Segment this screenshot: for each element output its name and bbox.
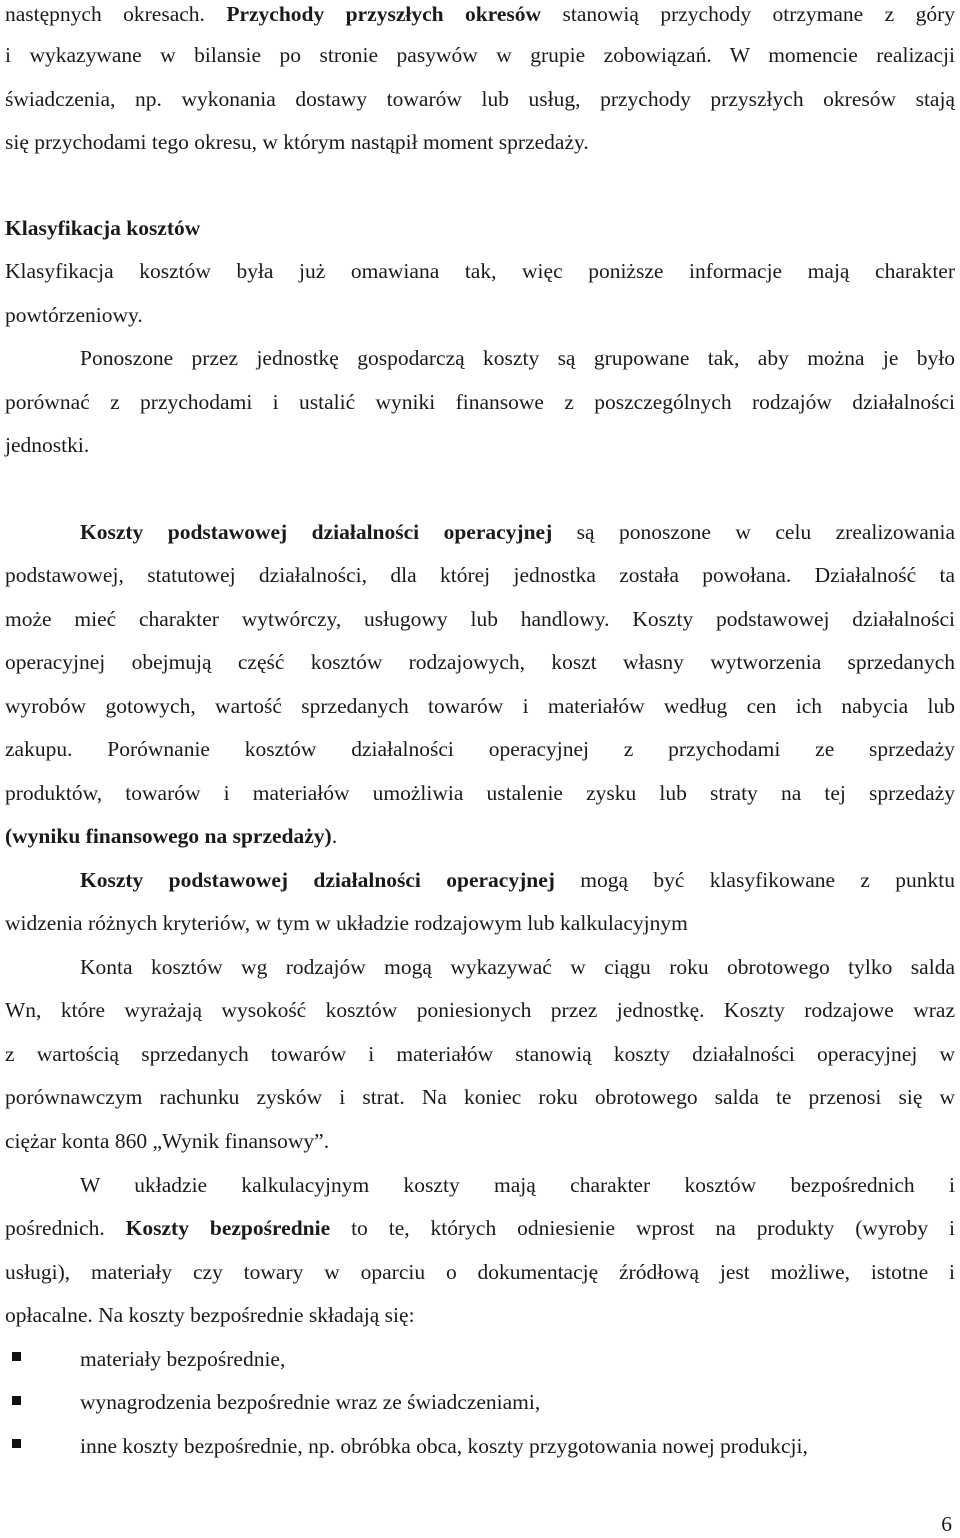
text-run: Wn, które wyrażają wysokość kosztów poniesionych przez jednostkę. Koszty rodzajowe wraz	[5, 998, 955, 1022]
text-line	[5, 735, 955, 763]
text-line	[5, 648, 955, 676]
text-line	[80, 953, 955, 981]
text-line	[80, 866, 955, 894]
list-item	[80, 1432, 955, 1460]
text-line	[5, 1127, 955, 1155]
text-run: operacyjnej obejmują część kosztów rodzajowych, koszt własny wytworzenia sprzedanych	[5, 650, 955, 674]
text-run: się przychodami tego okresu, w którym nastąpił moment sprzedaży.	[5, 130, 589, 154]
text-line	[5, 41, 955, 69]
bullet-square-icon	[12, 1439, 21, 1448]
text-line	[80, 518, 955, 546]
text-run: Ponoszone przez jednostkę gospodarczą koszty są grupowane tak, aby można je było	[80, 346, 955, 370]
text-line	[5, 1214, 955, 1242]
text-line	[5, 85, 955, 113]
text-line	[5, 257, 955, 285]
text-run: .	[331, 824, 338, 848]
bullet-square-icon	[12, 1396, 21, 1405]
text-line	[5, 822, 955, 850]
text-run: podstawowej, statutowej działalności, dla której jednostka została powołana. Działalność ta	[5, 563, 955, 587]
text-run: Klasyfikacja kosztów była już omawiana tak, więc poniższe informacje mają charakter	[5, 259, 955, 283]
text-run: jednostki.	[5, 433, 90, 457]
section-heading	[5, 214, 955, 242]
bold-text: Koszty podstawowej działalności operacyjnej	[80, 868, 555, 892]
bold-text: Klasyfikacja kosztów	[5, 216, 201, 240]
text-run: wyrobów gotowych, wartość sprzedanych towarów i materiałów według cen ich nabycia lub	[5, 694, 955, 718]
text-run: materiały bezpośrednie,	[80, 1347, 286, 1371]
text-run: produktów, towarów i materiałów umożliwia ustalenie zysku lub straty na tej sprzedaży	[5, 781, 955, 805]
text-line	[5, 1301, 955, 1329]
text-run: widzenia różnych kryteriów, w tym w układzie rodzajowym lub kalkulacyjnym	[5, 911, 688, 935]
page-number: 6	[941, 1512, 952, 1536]
text-line	[80, 1171, 955, 1199]
text-line	[5, 605, 955, 633]
bold-text: Koszty podstawowej działalności operacyjnej	[80, 520, 553, 544]
text-line	[5, 128, 955, 156]
bold-text: Koszty bezpośrednie	[125, 1216, 331, 1240]
text-run: W układzie kalkulacyjnym koszty mają charakter kosztów bezpośrednich i	[80, 1173, 955, 1197]
text-run: powtórzeniowy.	[5, 303, 143, 327]
text-run: inne koszty bezpośrednie, np. obróbka obca, koszty przygotowania nowej produkcji,	[80, 1434, 808, 1458]
text-run: usługi), materiały czy towary w oparciu o dokumentację źródłową jest możliwe, istotne i	[5, 1260, 955, 1284]
text-run: z wartością sprzedanych towarów i materiałów stanowią koszty działalności operacyjnej w	[5, 1042, 955, 1066]
text-line	[5, 692, 955, 720]
text-run: porównać z przychodami i ustalić wyniki finansowe z poszczególnych rodzajów działalności	[5, 390, 955, 414]
text-run: zakupu. Porównanie kosztów działalności operacyjnej z przychodami ze sprzedaży	[5, 737, 955, 761]
text-run: mogą być klasyfikowane z punktu	[554, 868, 956, 892]
text-run: może mieć charakter wytwórczy, usługowy lub handlowy. Koszty podstawowej działalności	[5, 607, 955, 631]
text-run: pośrednich.	[5, 1216, 126, 1240]
text-line	[5, 0, 955, 28]
bold-text: (wyniku finansowego na sprzedaży)	[5, 824, 332, 848]
text-line	[5, 561, 955, 589]
text-line	[5, 1040, 955, 1068]
bullet-square-icon	[12, 1352, 21, 1361]
text-line	[80, 344, 955, 372]
bold-text: Przychody przyszłych okresów	[226, 2, 542, 26]
text-run: i wykazywane w bilansie po stronie pasywów w grupie zobowiązań. W momencie realizacji	[5, 43, 955, 67]
text-run: stanowią przychody otrzymane z góry	[541, 2, 955, 26]
text-line	[5, 909, 955, 937]
text-run: wynagrodzenia bezpośrednie wraz ze świadczeniami,	[80, 1390, 541, 1414]
text-line	[5, 388, 955, 416]
text-line	[5, 1258, 955, 1286]
text-run: są ponoszone w celu zrealizowania	[552, 520, 956, 544]
text-run: Konta kosztów wg rodzajów mogą wykazywać w ciągu roku obrotowego tylko salda	[80, 955, 955, 979]
text-line	[5, 1083, 955, 1111]
text-run: porównawczym rachunku zysków i strat. Na koniec roku obrotowego salda te przenosi się w	[5, 1085, 955, 1109]
text-line	[5, 996, 955, 1024]
list-item	[80, 1345, 955, 1373]
text-run: świadczenia, np. wykonania dostawy towarów lub usług, przychody przyszłych okresów stają	[5, 87, 955, 111]
text-run: ciężar konta 860 „Wynik finansowy”.	[5, 1129, 330, 1153]
text-run: następnych okresach.	[5, 2, 227, 26]
text-line	[5, 779, 955, 807]
text-run: to te, których odniesienie wprost na produkty (wyroby i	[330, 1216, 956, 1240]
text-line	[5, 431, 955, 459]
list-item	[80, 1388, 955, 1416]
text-line	[5, 301, 955, 329]
text-run: opłacalne. Na koszty bezpośrednie składają się:	[5, 1303, 415, 1327]
